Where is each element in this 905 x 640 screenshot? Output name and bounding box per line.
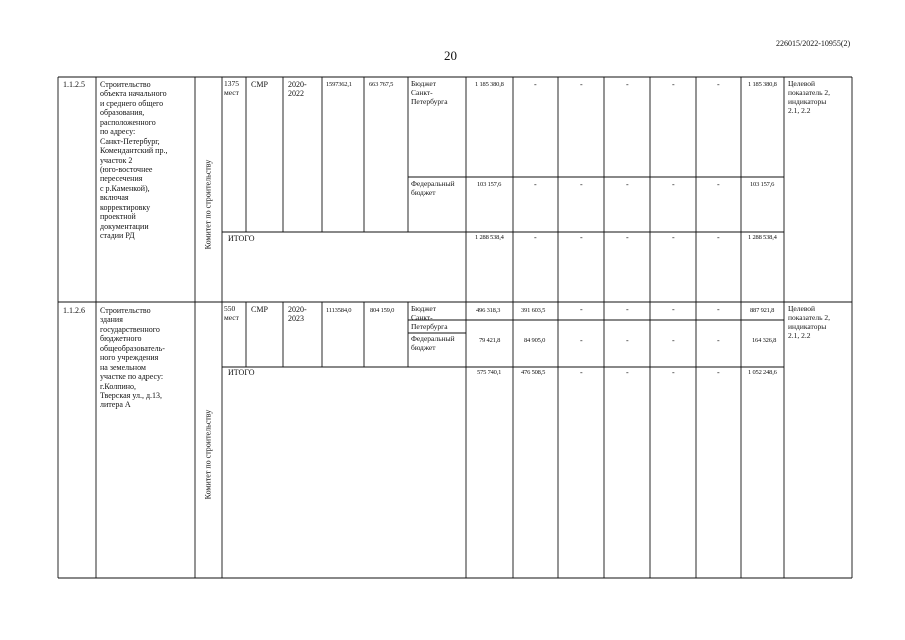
itogo-value: - bbox=[717, 368, 720, 377]
funding-value: - bbox=[626, 80, 629, 89]
itogo-value: - bbox=[580, 233, 583, 242]
cost-total: 1597362,1 bbox=[326, 81, 352, 88]
target-indicator: Целевой показатель 2, индикаторы 2.1, 2.2 bbox=[788, 304, 830, 340]
itogo-total: 1 288 538,4 bbox=[748, 234, 777, 241]
capacity: 550 мест bbox=[224, 304, 239, 322]
funding-value: - bbox=[717, 80, 720, 89]
funding-total: 1 185 380,8 bbox=[748, 81, 777, 88]
funding-value: 1 185 380,8 bbox=[475, 81, 504, 88]
funding-source: Федеральный бюджет bbox=[411, 334, 455, 352]
object-name: Строительство здания государственного бюджетного общеобразователь- ного учреждения на земельном участке по адресу: г.Колпино, Тверская ул., д.13, литера А bbox=[100, 306, 165, 410]
work-type: СМР bbox=[251, 305, 268, 314]
years: 2020- 2023 bbox=[288, 305, 307, 324]
row-number: 1.1.2.6 bbox=[63, 306, 85, 315]
funding-value: - bbox=[717, 180, 720, 189]
funding-value: - bbox=[672, 80, 675, 89]
funding-total: 887 921,8 bbox=[750, 307, 775, 314]
funding-value: - bbox=[580, 305, 583, 314]
funding-value: - bbox=[626, 336, 629, 345]
capacity: 1375 мест bbox=[224, 79, 239, 97]
years: 2020- 2022 bbox=[288, 80, 307, 99]
itogo-value: - bbox=[626, 368, 629, 377]
row-number: 1.1.2.5 bbox=[63, 80, 85, 89]
funding-source: Бюджет Санкт- Петербурга bbox=[411, 304, 448, 331]
itogo-value: 575 740,1 bbox=[477, 369, 502, 376]
itogo-value: - bbox=[534, 233, 537, 242]
funding-value: - bbox=[672, 180, 675, 189]
funding-source: Федеральный бюджет bbox=[411, 179, 455, 197]
itogo-value: - bbox=[626, 233, 629, 242]
funding-value: - bbox=[534, 180, 537, 189]
target-indicator: Целевой показатель 2, индикаторы 2.1, 2.2 bbox=[788, 79, 830, 115]
itogo-label: ИТОГО bbox=[228, 368, 255, 377]
itogo-value: 476 508,5 bbox=[521, 369, 546, 376]
itogo-total: 1 052 248,6 bbox=[748, 369, 777, 376]
cost-remaining: 663 767,5 bbox=[369, 81, 394, 88]
funding-value: - bbox=[717, 336, 720, 345]
funding-value: - bbox=[717, 305, 720, 314]
executor-label: Комитет по строительству bbox=[203, 409, 213, 500]
funding-value: 496 318,3 bbox=[476, 307, 501, 314]
work-type: СМР bbox=[251, 80, 268, 89]
itogo-value: - bbox=[580, 368, 583, 377]
executor-label: Комитет по строительству bbox=[203, 159, 213, 250]
funding-value: - bbox=[580, 336, 583, 345]
funding-total: 164 326,8 bbox=[752, 337, 777, 344]
itogo-value: 1 288 538,4 bbox=[475, 234, 504, 241]
funding-value: - bbox=[580, 80, 583, 89]
funding-value: - bbox=[672, 305, 675, 314]
itogo-value: - bbox=[672, 368, 675, 377]
cost-total: 1113584,0 bbox=[326, 307, 352, 314]
funding-value: 79 421,8 bbox=[479, 337, 501, 344]
funding-source: Бюджет Санкт- Петербурга bbox=[411, 79, 448, 106]
cost-remaining: 804 159,0 bbox=[370, 307, 395, 314]
funding-value: - bbox=[534, 80, 537, 89]
funding-value: 103 157,6 bbox=[477, 181, 502, 188]
funding-total: 103 157,6 bbox=[750, 181, 775, 188]
funding-value: - bbox=[626, 305, 629, 314]
itogo-label: ИТОГО bbox=[228, 234, 255, 243]
funding-value: 84 905,0 bbox=[524, 337, 546, 344]
funding-value: - bbox=[626, 180, 629, 189]
page-number: 20 bbox=[444, 48, 457, 63]
document-code: 226015/2022-10955(2) bbox=[776, 39, 851, 48]
itogo-value: - bbox=[672, 233, 675, 242]
funding-value: 391 603,5 bbox=[521, 307, 546, 314]
funding-value: - bbox=[672, 336, 675, 345]
itogo-value: - bbox=[717, 233, 720, 242]
object-name: Строительство объекта начального и среднего общего образования, расположенного по адресу: Санкт-Петербург, Комендантский пр., участок 2 (юго-восточнее пересечения с р.Каменкой), включая корректировку проектной документации стадии РД bbox=[100, 80, 168, 240]
funding-value: - bbox=[580, 180, 583, 189]
